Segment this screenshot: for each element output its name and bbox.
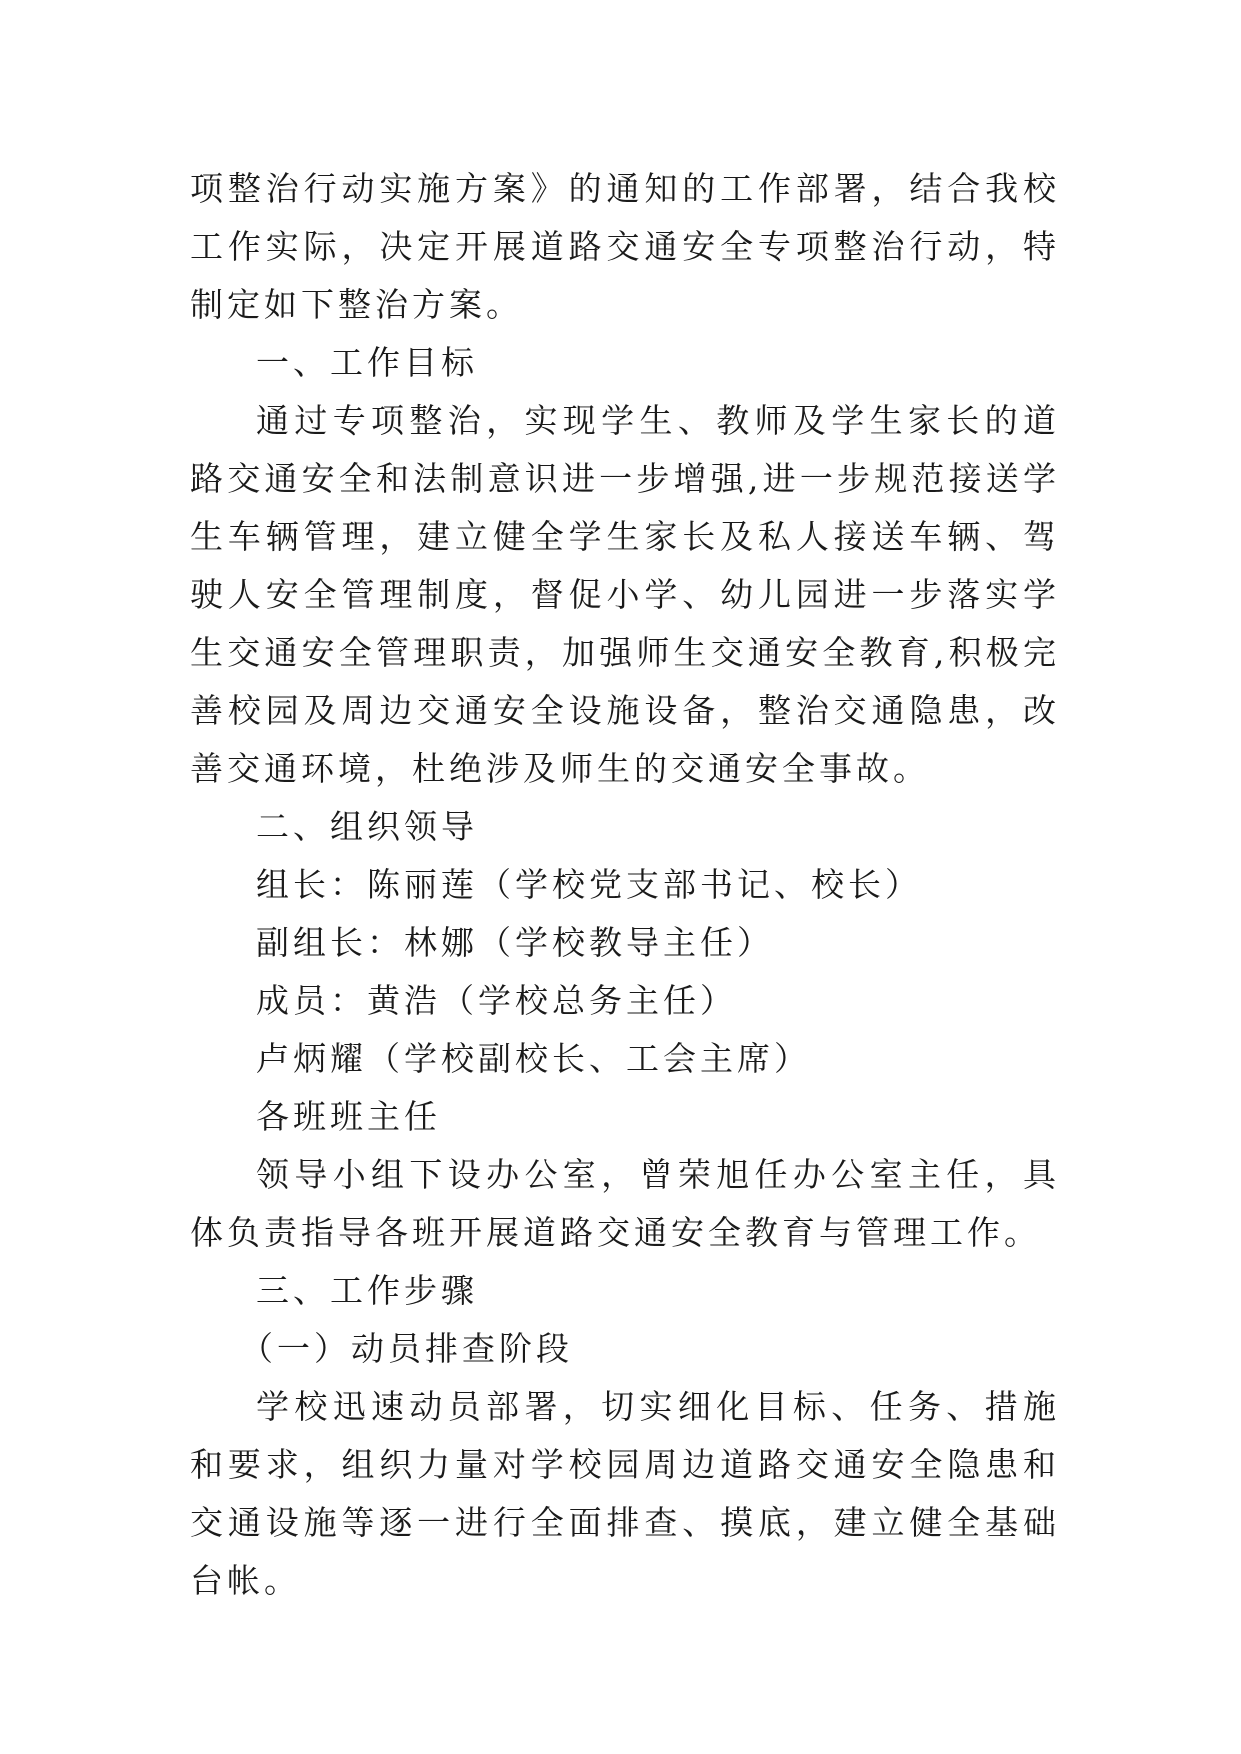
member-line: 成员：黄浩（学校总务主任）: [256, 981, 737, 1020]
deputy-leader-line: 副组长：林娜（学校教导主任）: [256, 923, 774, 962]
heading-organization: 二、组织领导: [256, 807, 478, 846]
member-line-2: 卢炳耀（学校副校长、工会主席）: [256, 1039, 811, 1078]
subheading-mobilization: （一）动员排查阶段: [240, 1329, 573, 1368]
heading-work-goals: 一、工作目标: [256, 343, 478, 382]
member-line-3: 各班班主任: [256, 1097, 441, 1136]
paragraph-office: 领导小组下设办公室，曾荣旭任办公室主任，具体负责指导各班开展道路交通安全教育与管理工作。: [190, 1155, 1060, 1252]
leader-line: 组长：陈丽莲（学校党支部书记、校长）: [256, 865, 922, 904]
heading-work-steps: 三、工作步骤: [256, 1271, 478, 1310]
paragraph-work-goals: 通过专项整治，实现学生、教师及学生家长的道路交通安全和法制意识进一步增强,进一步规范接送学生车辆管理，建立健全学生家长及私人接送车辆、驾驶人安全管理制度，督促小学、幼儿园进一步落实学生交通安全管理职责，加强师生交通安全教育,积极完善校园及周边交通安全设施设备，整治交通隐患，改善交通环境，杜绝涉及师生的交通安全事故。: [190, 401, 1060, 788]
document-body: [190, 160, 1060, 1610]
paragraph-intro: 项整治行动实施方案》的通知的工作部署，结合我校工作实际，决定开展道路交通安全专项整治行动，特制定如下整治方案。: [190, 169, 1060, 324]
paragraph-mobilization: 学校迅速动员部署，切实细化目标、任务、措施和要求，组织力量对学校园周边道路交通安全隐患和交通设施等逐一进行全面排查、摸底，建立健全基础台帐。: [190, 1387, 1060, 1600]
